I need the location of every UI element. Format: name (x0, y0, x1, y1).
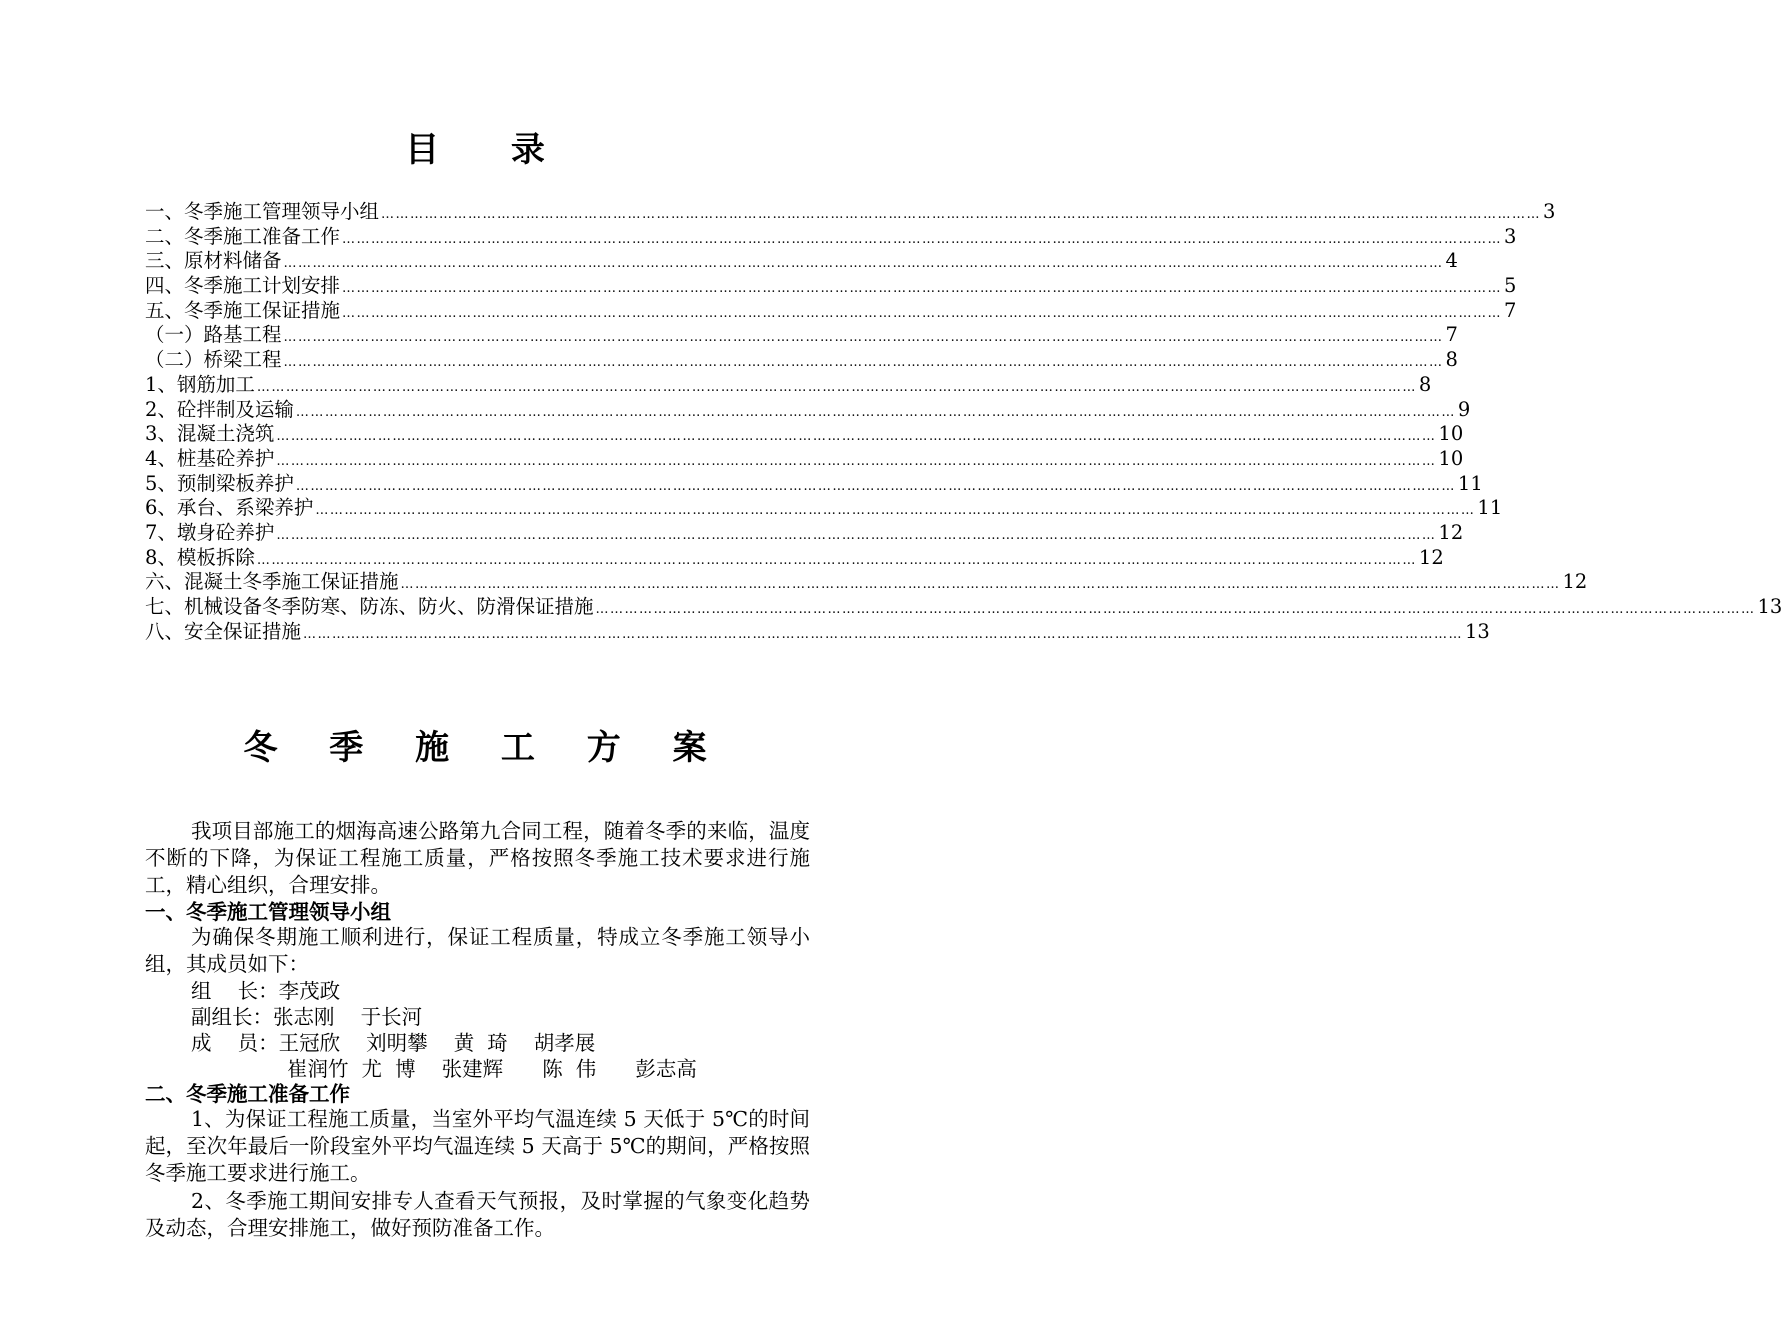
section-leadership-text: 为确保冬期施工顺利进行，保证工程质量，特成立冬季施工领导小组，其成员如下： (145, 924, 810, 976)
toc-item-page-number: 7 (1445, 323, 1458, 347)
toc-item (145, 200, 1556, 225)
toc-leader-dots: …………………………………………………………………………………………………………………………………………………………………………………………………………………… (303, 626, 1464, 642)
toc-item-label: 4、桩基砼养护 (145, 446, 275, 470)
toc-item (145, 619, 1490, 645)
toc-item-page-number: 13 (1465, 619, 1490, 643)
toc-item-label: 8、模板拆除 (145, 545, 255, 569)
section-heading-preparation: 二、冬季施工准备工作 (145, 1082, 350, 1107)
toc-item-label: 一、冬季施工管理领导小组 (145, 200, 380, 223)
section-heading-leadership: 一、冬季施工管理领导小组 (145, 899, 391, 924)
toc-item-label: 二、冬季施工准备工作 (145, 224, 341, 248)
toc-leader-dots: …………………………………………………………………………………………………………………………………………………………………………………………………………………… (283, 355, 1444, 371)
toc-leader-dots: …………………………………………………………………………………………………………………………………………………………………………………………………………………… (276, 453, 1437, 469)
toc-item (145, 496, 1503, 521)
toc-leader-dots: …………………………………………………………………………………………………………………………………………………………………………………………………………………… (342, 305, 1503, 321)
toc-item-label: 6、承台、系梁养护 (145, 496, 314, 520)
preparation-paragraph-2: 2、冬季施工期间安排专人查看天气预报，及时掌握的气象变化趋势及动态，合理安排施工，做好预防准备工作。 (145, 1188, 810, 1240)
toc-leader-dots: …………………………………………………………………………………………………………………………………………………………………………………………………………………… (400, 577, 1561, 593)
toc-leader-dots: …………………………………………………………………………………………………………………………………………………………………………………………………………………… (276, 527, 1437, 543)
toc-item (145, 224, 1517, 250)
toc-item-label: 7、墩身砼养护 (145, 520, 275, 544)
toc-item-page-number: 11 (1477, 496, 1503, 520)
toc-item-page-number: 3 (1543, 200, 1556, 223)
deputy-line: 副组长：张志刚 于长河 (191, 1005, 423, 1030)
toc-item-page-number: 12 (1418, 545, 1444, 569)
toc-item (145, 348, 1458, 373)
toc-item-page-number: 8 (1418, 372, 1432, 396)
toc-item (145, 323, 1458, 348)
toc-item (145, 471, 1483, 497)
toc-item-label: 2、砼拌制及运输 (145, 397, 294, 421)
toc-item (145, 545, 1444, 571)
toc-leader-dots: …………………………………………………………………………………………………………………………………………………………………………………………………………………… (283, 256, 1444, 272)
toc-item-page-number: 7 (1504, 298, 1517, 322)
toc-item (145, 274, 1517, 299)
toc-item-page-number: 8 (1445, 348, 1458, 372)
toc-leader-dots: …………………………………………………………………………………………………………………………………………………………………………………………………………………… (315, 503, 1476, 519)
toc-leader-dots: …………………………………………………………………………………………………………………………………………………………………………………………………………………… (295, 478, 1456, 494)
toc-item (145, 249, 1458, 274)
toc-item (145, 422, 1464, 447)
toc-item (145, 298, 1517, 324)
intro-paragraph: 我项目部施工的烟海高速公路第九合同工程，随着冬季的来临，温度不断的下降，为保证工程施工质量，严格按照冬季施工技术要求进行施工，精心组织，合理安排。 (145, 819, 810, 898)
toc-leader-dots: …………………………………………………………………………………………………………………………………………………………………………………………………………………… (342, 231, 1503, 247)
toc-leader-dots: …………………………………………………………………………………………………………………………………………………………………………………………………………………… (276, 429, 1437, 445)
toc-leader-dots: …………………………………………………………………………………………………………………………………………………………………………………………………………………… (595, 602, 1756, 617)
toc-item-page-number: 9 (1457, 397, 1471, 421)
members-line-continued: 崔润竹 尤 博 张建辉 陈 伟 彭志高 (287, 1057, 697, 1082)
preparation-paragraph-1: 1、为保证工程施工质量，当室外平均气温连续 5 天低于 5℃的时间起，至次年最后一阶段室外平均气温连续 5 天高于 5℃的期间，严格按照冬季施工要求进行施工。 (145, 1107, 810, 1186)
toc-item (145, 446, 1464, 472)
toc-item-page-number: 5 (1504, 274, 1517, 298)
document-body (145, 818, 810, 1242)
toc-item-label: 七、机械设备冬季防寒、防冻、防火、防滑保证措施 (145, 595, 594, 618)
toc-item (145, 520, 1464, 546)
toc-item-label: 四、冬季施工计划安排 (145, 274, 341, 298)
toc-item-page-number: 13 (1757, 595, 1782, 618)
toc-title: 目 录 (405, 130, 575, 170)
toc-item-page-number: 3 (1504, 224, 1517, 248)
toc-item-label: 3、混凝土浇筑 (145, 422, 275, 446)
toc-item (145, 595, 1782, 620)
toc-item-page-number: 10 (1438, 422, 1464, 446)
toc-item-page-number: 10 (1438, 446, 1464, 470)
toc-item-page-number: 12 (1438, 520, 1464, 544)
toc-item (145, 397, 1471, 423)
toc-leader-dots: …………………………………………………………………………………………………………………………………………………………………………………………………………………… (295, 404, 1456, 420)
leader-line: 组 长：李茂政 (191, 979, 341, 1004)
toc-item-label: （二）桥梁工程 (145, 348, 282, 372)
table-of-contents (145, 200, 1782, 644)
toc-leader-dots: …………………………………………………………………………………………………………………………………………………………………………………………………………………… (381, 207, 1542, 222)
toc-item-label: 1、钢筋加工 (145, 372, 255, 396)
toc-item-label: 六、混凝土冬季施工保证措施 (145, 570, 399, 594)
toc-item-page-number: 4 (1445, 249, 1458, 273)
toc-leader-dots: …………………………………………………………………………………………………………………………………………………………………………………………………………………… (342, 281, 1503, 297)
members-line: 成 员：王冠欣 刘明攀 黄 琦 胡孝展 (191, 1031, 596, 1056)
toc-item-label: 八、安全保证措施 (145, 619, 302, 643)
toc-item-page-number: 12 (1562, 570, 1588, 594)
toc-item-label: 5、预制梁板养护 (145, 471, 294, 495)
document-title: 冬 季 施 工 方 案 (243, 728, 727, 768)
toc-leader-dots: …………………………………………………………………………………………………………………………………………………………………………………………………………………… (256, 379, 1417, 395)
toc-item-label: 五、冬季施工保证措施 (145, 298, 341, 322)
toc-leader-dots: …………………………………………………………………………………………………………………………………………………………………………………………………………………… (256, 552, 1417, 568)
toc-item-label: （一）路基工程 (145, 323, 282, 347)
toc-item-label: 三、原材料储备 (145, 249, 282, 273)
toc-item (145, 570, 1588, 595)
toc-item (145, 372, 1432, 398)
toc-leader-dots: …………………………………………………………………………………………………………………………………………………………………………………………………………………… (283, 330, 1444, 346)
toc-item-page-number: 11 (1457, 471, 1483, 495)
